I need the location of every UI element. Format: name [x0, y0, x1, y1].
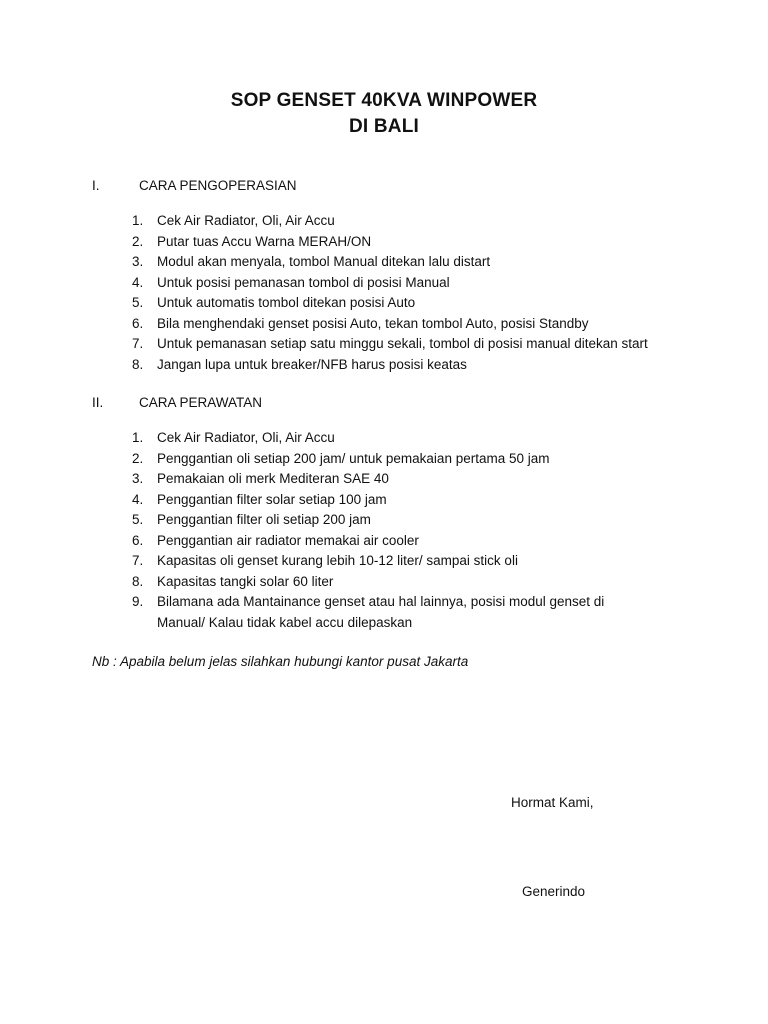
note-text: Nb : Apabila belum jelas silahkan hubungi kantor pusat Jakarta	[92, 654, 469, 669]
list-item-text: Bilamana ada Mantainance genset atau hal lainnya, posisi modul genset di	[157, 594, 605, 609]
list-item-number: 1.	[132, 213, 144, 228]
list-item-number: 1.	[132, 430, 144, 445]
list-item-number: 7.	[132, 553, 144, 568]
list-item-text: Manual/ Kalau tidak kabel accu dilepaskan	[157, 615, 413, 630]
list-item-text: Cek Air Radiator, Oli, Air Accu	[157, 213, 335, 228]
section-number: II.	[92, 395, 104, 410]
list-item-number: 2.	[132, 234, 144, 249]
list-item-text: Kapasitas tangki solar 60 liter	[157, 574, 334, 589]
list-item-text: Bila menghendaki genset posisi Auto, tekan tombol Auto, posisi Standby	[157, 316, 589, 331]
list-item-text: Modul akan menyala, tombol Manual ditekan lalu distart	[157, 254, 491, 269]
list-item-number: 4.	[132, 492, 144, 507]
closing-text: Hormat Kami,	[511, 795, 594, 810]
list-item-number: 3.	[132, 254, 144, 269]
list-item-text: Cek Air Radiator, Oli, Air Accu	[157, 430, 335, 445]
document-subtitle: DI BALI	[348, 116, 419, 137]
list-item-number: 6.	[132, 316, 144, 331]
list-item-text: Jangan lupa untuk breaker/NFB harus posisi keatas	[157, 357, 467, 372]
section-title: CARA PERAWATAN	[139, 395, 263, 410]
list-item-text: Penggantian air radiator memakai air cooler	[157, 533, 419, 548]
list-item-number: 5.	[132, 295, 144, 310]
section-number: I.	[92, 178, 100, 193]
list-item-number: 6.	[132, 533, 144, 548]
section-title: CARA PENGOPERASIAN	[139, 178, 297, 193]
list-item-number: 7.	[132, 336, 144, 351]
list-item-text: Penggantian filter oli setiap 200 jam	[157, 512, 371, 527]
list-item-text: Untuk automatis tombol ditekan posisi Auto	[157, 295, 416, 310]
list-item-number: 2.	[132, 451, 144, 466]
list-item-number: 3.	[132, 471, 144, 486]
list-item-text: Untuk pemanasan setiap satu minggu sekali, tombol di posisi manual ditekan start	[157, 336, 648, 351]
list-item-text: Pemakaian oli merk Mediteran SAE 40	[157, 471, 389, 486]
list-item-text: Penggantian filter solar setiap 100 jam	[157, 492, 387, 507]
list-item-text: Untuk posisi pemanasan tombol di posisi Manual	[157, 275, 450, 290]
list-item-text: Penggantian oli setiap 200 jam/ untuk pemakaian pertama 50 jam	[157, 451, 550, 466]
list-item-text: Kapasitas oli genset kurang lebih 10-12 liter/ sampai stick oli	[157, 553, 518, 568]
list-item-number: 5.	[132, 512, 144, 527]
list-item-number: 8.	[132, 574, 144, 589]
list-item-number: 4.	[132, 275, 144, 290]
document-title: SOP GENSET 40KVA WINPOWER	[230, 90, 538, 111]
list-item-text: Putar tuas Accu Warna MERAH/ON	[157, 234, 372, 249]
list-item-number: 8.	[132, 357, 144, 372]
signatory-name: Generindo	[522, 884, 586, 899]
list-item-number: 9.	[132, 594, 144, 609]
